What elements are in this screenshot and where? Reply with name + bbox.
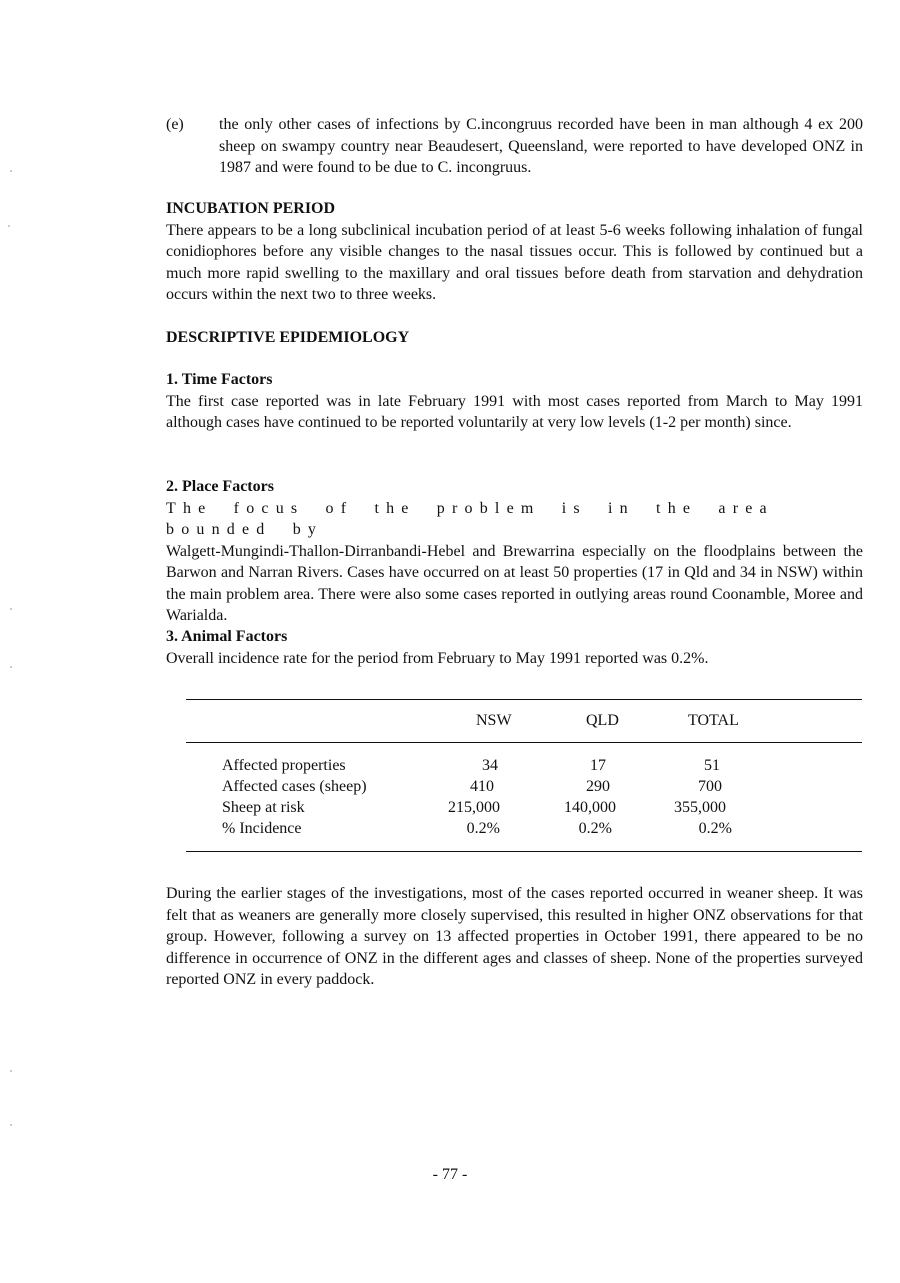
total-value: 51 — [704, 757, 720, 774]
row-label: Affected cases (sheep) — [222, 778, 367, 795]
incubation-heading: INCUBATION PERIOD — [166, 200, 336, 217]
time-factors-heading: 1. Time Factors — [166, 371, 273, 388]
total-value: 0.2% — [698, 820, 732, 837]
qld-value: 140,000 — [564, 799, 616, 816]
place-factors-paragraph: Walgett-Mungindi-Thallon-Dirranbandi-Hebel and Brewarrina especially on the floodplains between the Barwon and Narran Rivers. Cases have occurred on at least 50 properties (17 in Qld and 34 in NSW) within the main problem area. There were also some cases reported in outlying areas round Coonamble, Moree and Warialda. — [166, 542, 863, 624]
total-value: 700 — [698, 778, 722, 795]
scan-speck — [10, 608, 12, 610]
row-label: % Incidence — [222, 820, 302, 837]
qld-value: 0.2% — [578, 820, 612, 837]
place-factors-section — [166, 476, 863, 627]
row-label: Sheep at risk — [222, 799, 305, 816]
row-label: Affected properties — [222, 757, 346, 774]
animal-factors-paragraph: Overall incidence rate for the period from February to May 1991 reported was 0.2%. — [166, 649, 709, 667]
table-header-rule — [186, 742, 862, 743]
animal-factors-heading: 3. Animal Factors — [166, 628, 288, 645]
nsw-value: 0.2% — [466, 820, 500, 837]
column-header-qld: QLD — [586, 712, 619, 729]
table-top-rule — [186, 699, 862, 700]
place-factors-heading: 2. Place Factors — [166, 478, 274, 495]
closing-section — [166, 883, 863, 991]
column-header-nsw: NSW — [476, 712, 512, 729]
list-item-text: the only other cases of infections by C.incongruus recorded have been in man although 4 ex 200 sheep on swampy country near Beaudesert, Queensland, were reported to have developed ONZ in 1987 and were found to be due to C. incongruus. — [219, 116, 863, 176]
nsw-value: 34 — [482, 757, 498, 774]
scan-speck — [8, 225, 10, 227]
incubation-paragraph: There appears to be a long subclinical incubation period of at least 5-6 weeks following inhalation of fungal conidiophores before any visible changes to the nasal tissues occur. This is followed by continued but a much more rapid swelling to the maxillary and oral tissues before death from starvation and dehydration occurs within the next two to three weeks. — [166, 221, 863, 303]
descriptive-section — [166, 327, 863, 349]
place-factors-first-line: The focus of the problem is in the area bounded by — [166, 499, 774, 538]
page-number: - 77 - — [432, 1166, 468, 1183]
nsw-value: 410 — [470, 778, 494, 795]
closing-paragraph: During the earlier stages of the investigations, most of the cases reported occurred in weaner sheep. It was felt that as weaners are generally more closely supervised, this resulted in higher ONZ observations for that group. However, following a survey on 13 affected properties in October 1991, there appeared to be no difference in occurrence of ONZ in the different ages and classes of sheep. None of the properties surveyed reported ONZ in every paddock. — [166, 885, 863, 988]
incidence-table — [186, 699, 862, 852]
total-value: 355,000 — [674, 799, 726, 816]
column-header-total: TOTAL — [688, 712, 739, 729]
nsw-value: 215,000 — [448, 799, 500, 816]
qld-value: 17 — [590, 757, 606, 774]
incubation-section — [166, 198, 863, 306]
descriptive-heading: DESCRIPTIVE EPIDEMIOLOGY — [166, 329, 410, 346]
scan-speck — [10, 1070, 12, 1072]
animal-factors-section — [166, 626, 863, 669]
scan-speck — [10, 170, 12, 172]
scan-speck — [10, 1124, 12, 1126]
scan-speck — [10, 666, 12, 668]
qld-value: 290 — [586, 778, 610, 795]
time-factors-paragraph: The first case reported was in late February 1991 with most cases reported from March to May 1991 although cases have continued to be reported voluntarily at very low levels (1-2 per month) since. — [166, 392, 863, 431]
list-item-label: (e) — [166, 116, 184, 133]
time-factors-section — [166, 369, 863, 434]
table-bottom-rule — [186, 851, 862, 852]
